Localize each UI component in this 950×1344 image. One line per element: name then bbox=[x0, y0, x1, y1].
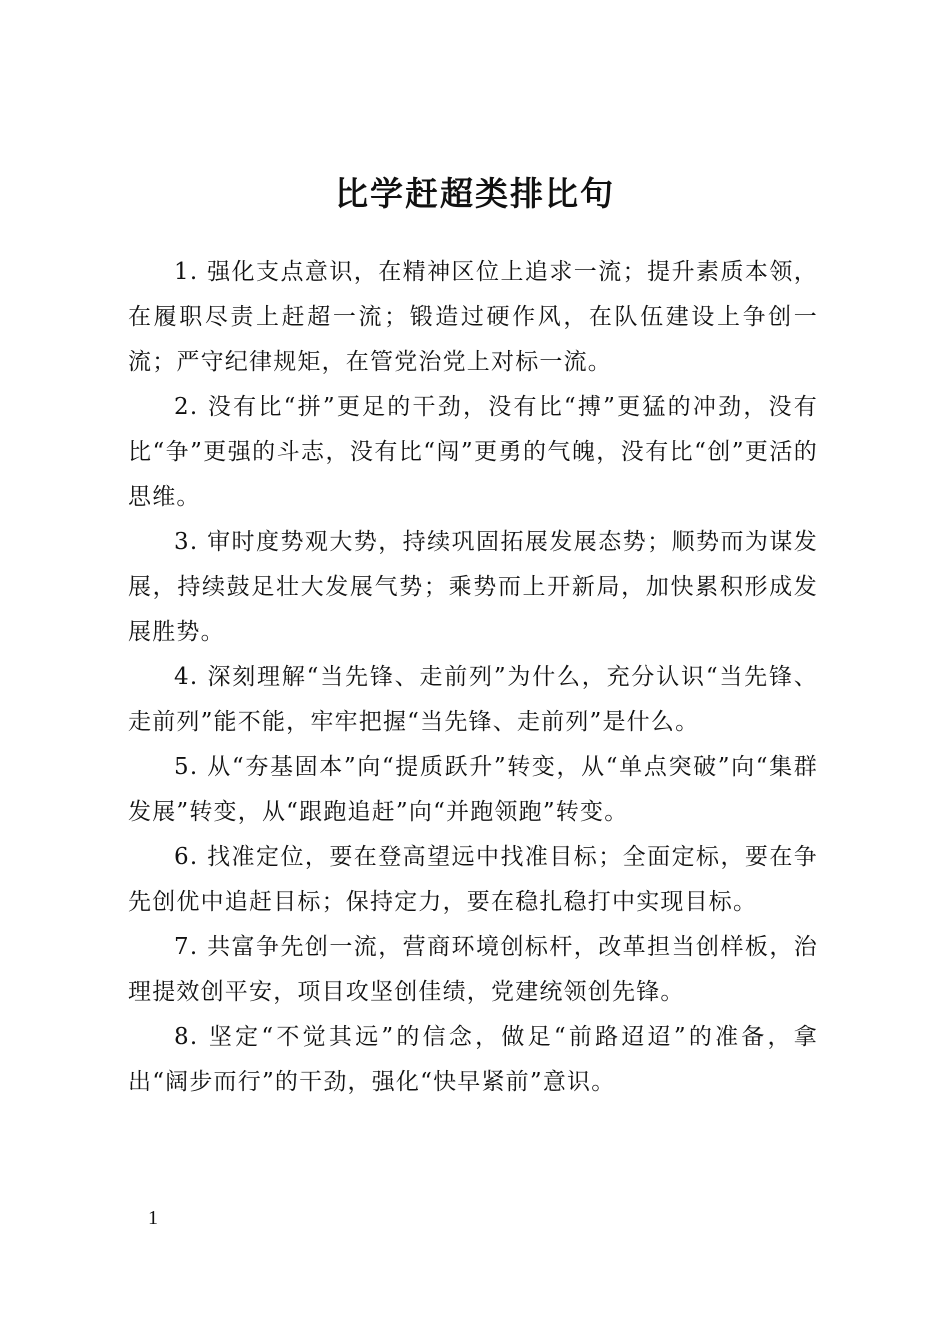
document-body bbox=[128, 250, 818, 1105]
paragraph-6: 6. 找准定位，要在登高望远中找准目标；全面定标，要在争先创优中追赶目标；保持定力，要在稳扎稳打中实现目标。 bbox=[128, 844, 818, 915]
paragraph-2: 2. 没有比“拼”更足的干劲，没有比“搏”更猛的冲劲，没有比“争”更强的斗志，没有比“闯”更勇的气魄，没有比“创”更活的思维。 bbox=[128, 394, 818, 510]
page-title: 比学赶超类排比句 bbox=[335, 174, 615, 213]
paragraph-5: 5. 从“夯基固本”向“提质跃升”转变，从“单点突破”向“集群发展”转变，从“跟跑追赶”向“并跑领跑”转变。 bbox=[128, 754, 818, 825]
paragraph-1: 1. 强化支点意识，在精神区位上追求一流；提升素质本领，在履职尽责上赶超一流；锻造过硬作风，在队伍建设上争创一流；严守纪律规矩，在管党治党上对标一流。 bbox=[128, 259, 818, 375]
page-number: 1 bbox=[148, 1207, 158, 1229]
paragraph-3: 3. 审时度势观大势，持续巩固拓展发展态势；顺势而为谋发展，持续鼓足壮大发展气势；乘势而上开新局，加快累积形成发展胜势。 bbox=[128, 529, 818, 645]
paragraph-7: 7. 共富争先创一流，营商环境创标杆，改革担当创样板，治理提效创平安，项目攻坚创佳绩，党建统领创先锋。 bbox=[128, 934, 818, 1005]
paragraph-4: 4. 深刻理解“当先锋、走前列”为什么，充分认识“当先锋、走前列”能不能，牢牢把握“当先锋、走前列”是什么。 bbox=[128, 664, 818, 735]
paragraph-8: 8. 坚定“不觉其远”的信念，做足“前路迢迢”的准备，拿出“阔步而行”的干劲，强化“快早紧前”意识。 bbox=[128, 1024, 818, 1095]
